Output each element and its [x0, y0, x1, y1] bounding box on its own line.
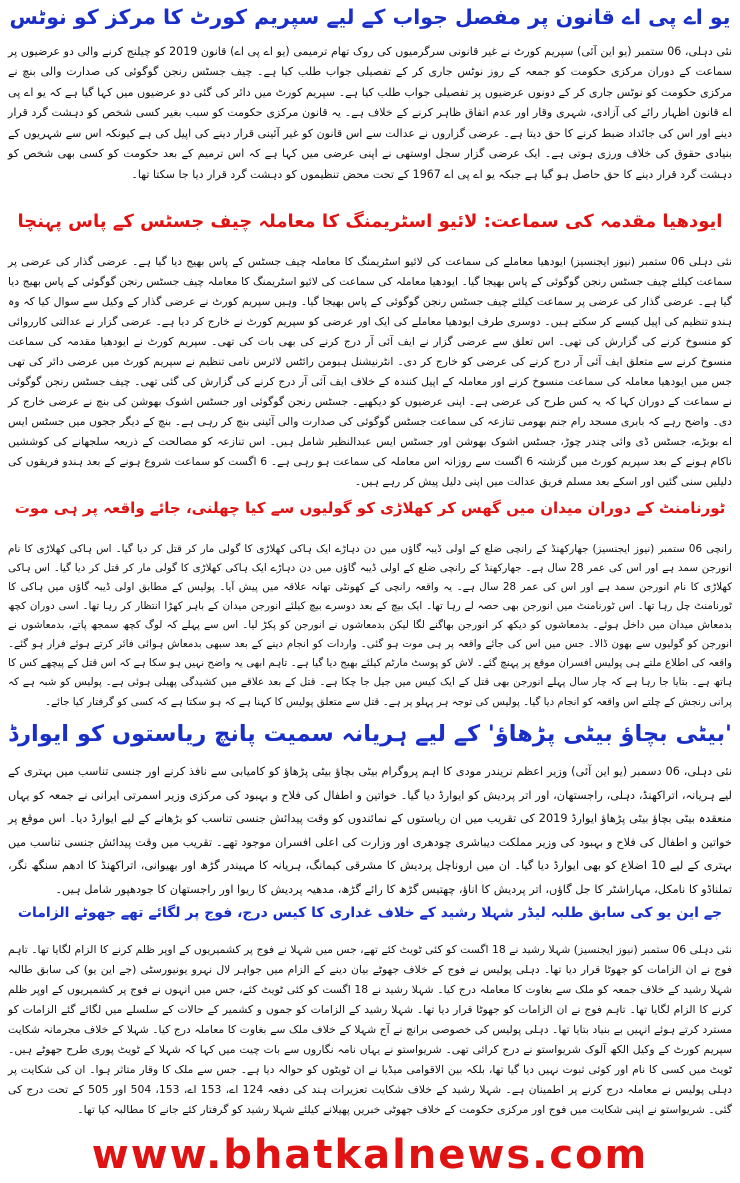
headline-hockey: ٹورنامنٹ کے دوران میدان میں گھس کر کھلاڑی کو گولیوں سے کیا چھلنی، جائے واقعہ پر ہی موت [14, 499, 726, 517]
article-body-ayodhya: نئی دہلی 06 ستمبر (نیوز ایجنسیز) ایودھیا معاملے کی سماعت کی لائیو اسٹریمنگ کا معاملہ چیف جسٹس کے پاس بھیج دیا گیا ہے۔ عرضی گذار کی عرضی پر سماعت کیلئے چیف جسٹس رنجن گوگوئی کے پاس بھیجا گیا۔ ایودھیا معاملہ کی سماعت کی لائیو اسٹریمنگ کا معاملہ چیف جسٹس رنجن گوگوئی کے پاس بھیج دیا گیا ہے۔ عرضی گذار کی عرضی پر سماعت کیلئے چیف جسٹس رنجن گوگوئی کے پاس بھیجا گیا۔ وہیں سپریم کورٹ نے عرضی گذار کے وکیل سے سوال کیا کہ وہ ہندو تنظیم کی اپیل کیسے کر سکتے ہیں۔ دوسری طرف ایودھیا معاملے کی ایک اور عرضی کو سپریم کورٹ نے خارج کر دیا ہے۔ عرضی گزار نے عدالتی کارروائی کو منسوخ کرنے کی گزارش کی تھی۔ اس تعلق سے عرضی گزار نے ایف آئی آر درج کرنے کی بھی بات کی تھی۔ سپریم کورٹ نے ایودھیا مقدمہ کی سماعت منسوخ کرنے سے متعلق ایف آئی آر درج کرنے کی عرضی کو خارج کر دی۔ انٹرنیشنل ہیومن رائٹس لائرس نامی تنظیم نے سپریم کورٹ میں عرضی دائر کی تھی جس میں ایودھیا معاملہ کی سماعت منسوخ کرنے اور معاملہ کے اپیل کنندہ کے خلاف ایف آئی آر درج کرنے کی گزارش کی گئی تھی۔ چیف جسٹس رنجن گوگوئی نے سماعت کے دوران کہا کہ یہ کس طرح کی عرضی ہے۔ اپنی عرضیوں کو دیکھیے۔ جسٹس رنجن گوگوئی اور جسٹس اشوک بھوشن کی بنچ نے عرضی خارج کر دی۔ واضح رہے کہ بابری مسجد رام جنم بھومی تنازعہ کی سماعت جسٹس گوگوئی کی صدارت والی آئینی بنچ کر رہی ہے۔ بنچ کے دیگر ججوں میں جسٹس ایس اے بوبڑے، جسٹس ڈی وائی چندر چوڑ، جسٹس اشوک بھوشن اور جسٹس ایس عبدالنظیر شامل ہیں۔ اس تنازعہ کو مصالحت کے ذریعہ سلجھانے کی کوششیں ناکام ہونے کے بعد سپریم کورٹ میں گزشتہ 6 اگست سے روزانہ اس معاملہ کی سماعت ہو رہی ہے۔ 6 اگست کو سماعت شروع ہونے کے بعد ہندو فریقوں کی دلیلیں سنی گئیں اور اسکے بعد مسلم فریق عدالت میں اپنی دلیل پیش کر رہے ہیں۔ [8, 255, 732, 488]
headline-shehla-rashid: جے این یو کی سابق طلبہ لیڈر شہلا رشید کے خلاف غداری کا کیس درج، فوج پر لگائے تھے جھوٹے الزامات [17, 905, 723, 921]
article-shehla-rashid [8, 906, 732, 1120]
article-beti-bachao [8, 722, 732, 901]
article-ayodhya [8, 212, 732, 492]
headline-uapa: یو اے پی اے قانون پر مفصل جواب کے لیے سپریم کورٹ کا مرکز کو نوٹس [9, 5, 731, 29]
headline-beti-bachao: 'بیٹی بچاؤ بیٹی پڑھاؤ' کے لیے ہریانہ سمیت پانچ ریاستوں کو ایوارڈ [8, 721, 732, 747]
footer-site-url[interactable]: www.bhatkalnews.com [91, 1132, 649, 1178]
article-body-hockey: رانچی 06 ستمبر (نیوز ایجنسیز) جھارکھنڈ کے رانچی ضلع کے اولی ڈیبہ گاؤں میں دن دہاڑے ایک ہاکی کھلاڑی کا گولی مار کر قتل کر دیا گیا۔ اس ہاکی کھلاڑی کا نام انورجن سمد ہے اور اس کی عمر 28 سال ہے۔ جھارکھنڈ کے رانچی ضلع کے اولی ڈیبہ گاؤں میں دن دہاڑے ایک ہاکی کھلاڑی کا گولی مار کر قتل کر دیا گیا۔ اس ہاکی کھلاڑی کا نام انورجن سمد ہے اور اس کی عمر 28 سال ہے۔ یہ واقعہ رانچی کے کھونٹی تھانہ علاقہ میں پیش آیا۔ پولیس کے مطابق اولی ڈیبہ گاؤں میں ہاکی کا ٹورنامنٹ چل رہا تھا۔ اس ٹورنامنٹ میں انورجن بھی حصہ لے رہا تھا۔ ایک بیچ کے بعد دوسرے بیچ کیلئے انورجن میدان کے باہر کھڑا انتظار کر رہا تھا۔ اسی دوران کچھ بدمعاش میدان میں داخل ہوئے۔ بدمعاشوں کو دیکھ کر انورجن بھاگنے لگا لیکن بدمعاشوں نے انورجن کو پکڑ لیا۔ اس سے پہلے کہ لوگ کچھ سمجھ پاتے، بدمعاشوں نے انورجن کو گولیوں سے بھون ڈالا۔ جس میں اس کی جائے واقعہ پر ہی موت ہو گئی۔ واردات کو انجام دینے کے بعد سبھی بدمعاش ہوائی فائر کرتے ہوئے فرار ہو گئے۔ واقعہ کی اطلاع ملتے ہی پولیس افسران موقع پر پہنچ گئے۔ لاش کو پوسٹ مارٹم کیلئے بھیج دیا گیا ہے۔ تاہم ابھی یہ واضح نہیں ہو سکا ہے کہ اس قتل کے پیچھے کس کا ہاتھ ہے۔ بتایا جا رہا ہے کہ چار سال پہلے انورجن بھی قتل کے ایک کیس میں جیل جا چکا ہے۔ قتل کے بعد علاقے میں کشیدگی پھیلی ہوئی ہے۔ پولیس کو شبہ ہے کہ پرانی رنجش کے چلتے اس واقعہ کو انجام دیا گیا۔ پولیس کی توجہ ہر پہلو پر ہے۔ قتل سے متعلق پولیس کا کہنا ہے کہ ہو سکتا ہے کہ کسی کو گرفتار کیا جائے۔ [8, 543, 732, 708]
article-body-uapa: نئی دہلی، 06 ستمبر (یو این آئی) سپریم کورٹ نے غیر قانونی سرگرمیوں کی روک تھام ترمیمی (یو اے پی اے) قانون 2019 کو چیلنج کرنے والی دو عرضیوں پر سماعت کے دوران مرکزی حکومت کو جمعہ کے روز نوٹس جاری کر کے تفصیلی جواب طلب کیا ہے۔ چیف جسٹس رنجن گوگوئی کی صدارت والی بنچ نے مرکزی حکومت کو نوٹس جاری کر کے دونوں عرضیوں پر تفصیلی جواب طلب کیا ہے۔ سپریم کورٹ میں دائر کی گئی دو عرضیوں میں کہا گیا ہے کہ یو اے پی اے قانون اظہار رائے کی آزادی، شہری وقار اور عدم اتفاق ظاہر کرنے کے خلاف ہے۔ یہ قانون مرکزی حکومت کو سبب بغیر کسی شخص کو دہشت گرد قرار دینے اور اس کی جائداد ضبط کرنے کا حق دیتا ہے۔ عرضی گزاروں نے عدالت سے اس قانون کو غیر آئینی قرار دینے کی اپیل کی ہے کیونکہ اس سے شہریوں کے بنیادی حقوق کی خلاف ورزی ہوتی ہے۔ ایک عرضی گزار سجل اوستھی نے اپنی عرضی میں کہا ہے کہ اس ترمیم کے بعد حکومت کو کسی بھی شخص کو دہشت گرد قرار دینے کا حق حاصل ہو گیا ہے جبکہ یو اے پی اے 1967 کے تحت محض تنظیموں کو دہشت گرد قرار دیا جا سکتا تھا۔ [8, 45, 732, 181]
article-body-shehla-rashid: نئی دہلی 06 ستمبر (نیوز ایجنسیز) شہلا رشید نے 18 اگست کو کئی ٹویٹ کئے تھے، جس میں شہلا نے فوج پر کشمیریوں کے اوپر ظلم کرنے کا الزام لگایا تھا۔ تاہم فوج نے ان الزامات کو جھوٹا قرار دیا تھا۔ دہلی پولیس نے فوج کے خلاف جھوٹے بیان دینے کے الزام میں جواہر لال نہرو یونیورسٹی (جے این یو) کی سابق طالبہ شہلا رشید کے خلاف جمعہ کو ملک سے بغاوت کا معاملہ درج کیا۔ شہلا رشید نے 18 اگست کو کئی ٹویٹ کئے، جس میں انہوں نے فوج پر کشمیریوں کے اوپر ظلم کرنے کا الزام لگایا تھا۔ تاہم فوج نے ان الزامات کو جھوٹا قرار دیا تھا۔ شہلا رشید کے الزامات کو جموں و کشمیر کے حالات کے سلسلے میں لگائے گئے الزامات کو مسترد کرتے ہوئے انہیں بے بنیاد بتایا تھا۔ دہلی پولیس کی خصوصی برانچ نے آج شہلا کے خلاف ملک سے بغاوت کا معاملہ درج کیا۔ شہلا کے خلاف مجرمانہ شکایت سپریم کورٹ کے وکیل الکھ آلوک شریواستو نے درج کرائی تھی۔ شریواستو نے یہاں نامہ نگاروں سے بات چیت میں کہا کہ شہلا کے ٹویٹ پوری طرح جھوٹے ہیں۔ ٹویٹ میں کسی کا نام اور کوئی ثبوت نہیں دیا گیا تھا، بلکہ بین الاقوامی میڈیا نے ان ٹویٹوں کو حوالہ دیا ہے۔ جس سے ملک کا وقار متاثر ہوا۔ ان کی شکایت پر دہلی پولیس نے معاملہ درج کرنے پر اطمینان ہے۔ شہلا رشید کے خلاف شکایت تعزیرات ہند کی دفعہ 124 اے، 153 اے، 153، 504 اور 505 کے تحت درج کی گئی۔ شریواستو نے اپنی شکایت میں فوج اور مرکزی حکومت کے خلاف جھوٹی خبریں پھیلانے کیلئے شہلا رشید کو گرفتار کئے جانے کا مطالبہ کیا تھا۔ [7, 943, 733, 1116]
article-body-beti-bachao: نئی دہلی، 06 دسمبر (یو این آئی) وزیر اعظم نریندر مودی کا اہم پروگرام بیٹی بچاؤ بیٹی پڑھاؤ کو کامیابی سے نافذ کرنے اور جنسی تناسب میں بہتری کے لیے ہریانہ، اتراکھنڈ، دہلی، راجستھان، اور اتر پردیش کو ایوارڈ دیا گیا۔ خواتین و اطفال کی فلاح و بہبود کی مرکزی وزیر اسمرتی ایرانی نے جمعہ کو یہاں منعقدہ بیٹی بچاؤ بیٹی پڑھاؤ ایوارڈ 2019 کی تقریب میں ان ریاستوں کے نمائندوں کو وقت پیدائش جنسی تناسب کو بڑھانے کے لیے ایوارڈ دیا۔ اس موقع پر خواتین و اطفال کی فلاح و بہبود کی وزیر مملکت دیباشری چودھری اور وزارت کی اعلی افسران موجود تھے۔ تقریب میں وقت پیدائش جنسی تناسب میں بہتری کے لیے 10 اضلاع کو بھی ایوارڈ دیا گیا۔ ان میں اروناچل پردیش کا مشرقی کیمانگ، ہریانہ کا مہیندر گڑھ اور بھیوانی، اتراکھنڈ کا ادھم سنگھ نگر، تملناڈو کا نامکل، مہاراشٹر کا جل گاؤں، اتر پردیش کا اناؤ، چھتیس گڑھ کا رائے گڑھ، مدھیہ پردیش کا ریوا اور راجستھان کا جودھپور شامل ہیں۔ [8, 765, 732, 896]
headline-ayodhya: ایودھیا مقدمہ کی سماعت: لائیو اسٹریمنگ کا معاملہ چیف جسٹس کے پاس پہنچا [17, 211, 723, 232]
article-hockey [8, 500, 732, 712]
article-uapa [8, 6, 732, 185]
